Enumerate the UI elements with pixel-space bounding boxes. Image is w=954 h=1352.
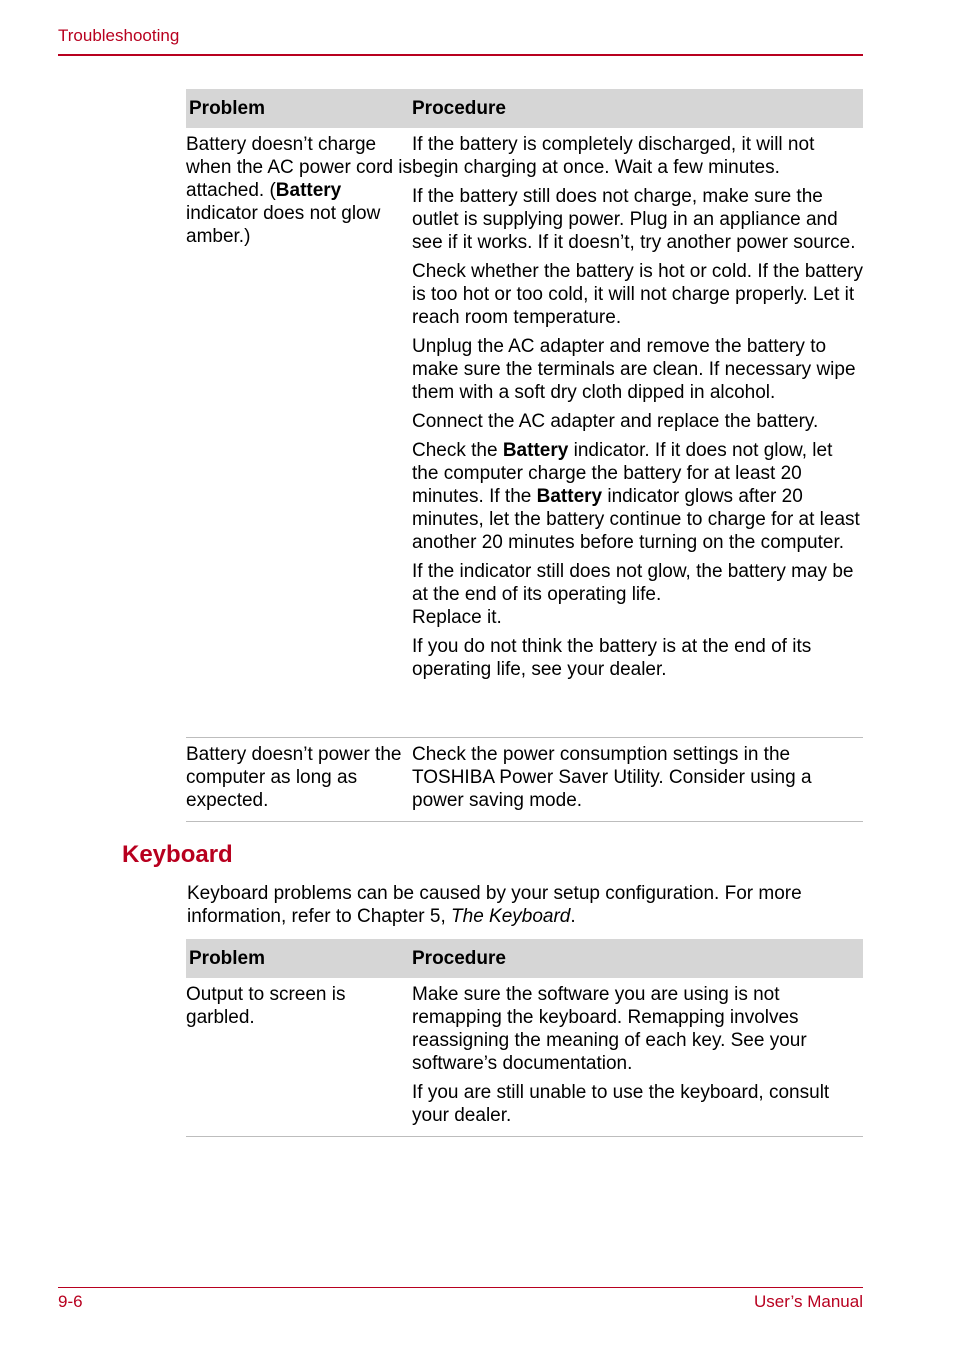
manual-title: User’s Manual	[754, 1292, 863, 1311]
procedure-cell	[412, 978, 863, 1136]
procedure-cell	[412, 128, 863, 737]
procedure-step: Unplug the AC adapter and remove the battery to make sure the terminals are clean. If necessary wipe them with a soft dry cloth dipped in alcohol.	[412, 336, 856, 403]
col-procedure: Procedure	[412, 97, 506, 119]
footer-rule	[58, 1287, 863, 1288]
col-problem: Problem	[189, 97, 266, 119]
table-header	[186, 939, 863, 978]
page-number: 9-6	[58, 1292, 83, 1311]
chapter-reference: The Keyboard	[451, 906, 571, 927]
procedure-step: If you are still unable to use the keyboard, consult your dealer.	[412, 1082, 830, 1126]
table-row	[186, 738, 863, 822]
procedure-cell: Check the power consumption settings in the TOSHIBA Power Saver Utility. Consider using a power saving mode.	[412, 744, 812, 811]
running-header: Troubleshooting	[58, 26, 180, 45]
header-rule	[58, 54, 863, 56]
battery-table	[186, 89, 863, 822]
table-header	[186, 89, 863, 128]
problem-cell: Output to screen is garbled.	[186, 984, 346, 1028]
procedure-step: If the battery is completely discharged, it will not begin charging at once. Wait a few minutes.	[412, 134, 815, 178]
col-procedure: Procedure	[412, 947, 506, 969]
procedure-step: Connect the AC adapter and replace the battery.	[412, 411, 819, 432]
table-row	[186, 978, 863, 1137]
section-intro: Keyboard problems can be caused by your setup configuration. For more information, refer to Chapter 5, The Keyboard.	[187, 883, 802, 927]
section-title: Keyboard	[122, 841, 233, 868]
col-problem: Problem	[189, 947, 266, 969]
keyboard-table	[186, 939, 863, 1137]
procedure-step: Check whether the battery is hot or cold. If the battery is too hot or too cold, it will not charge properly. Let it reach room temperature.	[412, 261, 863, 328]
problem-cell: Battery doesn’t charge when the AC power cord is attached. (Battery indicator does not glow amber.)	[186, 134, 413, 247]
problem-cell: Battery doesn’t power the computer as long as expected.	[186, 744, 402, 811]
table-row	[186, 128, 863, 738]
procedure-step: Check the Battery indicator. If it does not glow, let the computer charge the battery for at least 20 minutes. If the Battery indicator glows after 20 minutes, let the battery continue to charge for at least another 20 minutes before turning on the computer.	[412, 440, 860, 553]
procedure-step: If the battery still does not charge, make sure the outlet is supplying power. Plug in an appliance and see if it works. If it doesn’t, try another power source.	[412, 186, 856, 253]
procedure-step: Make sure the software you are using is not remapping the keyboard. Remapping involves reassigning the meaning of each key. See your software’s documentation.	[412, 984, 807, 1074]
procedure-step: If you do not think the battery is at the end of its operating life, see your dealer.	[412, 636, 812, 680]
procedure-step: If the indicator still does not glow, the battery may be at the end of its operating life. Replace it.	[412, 561, 854, 628]
